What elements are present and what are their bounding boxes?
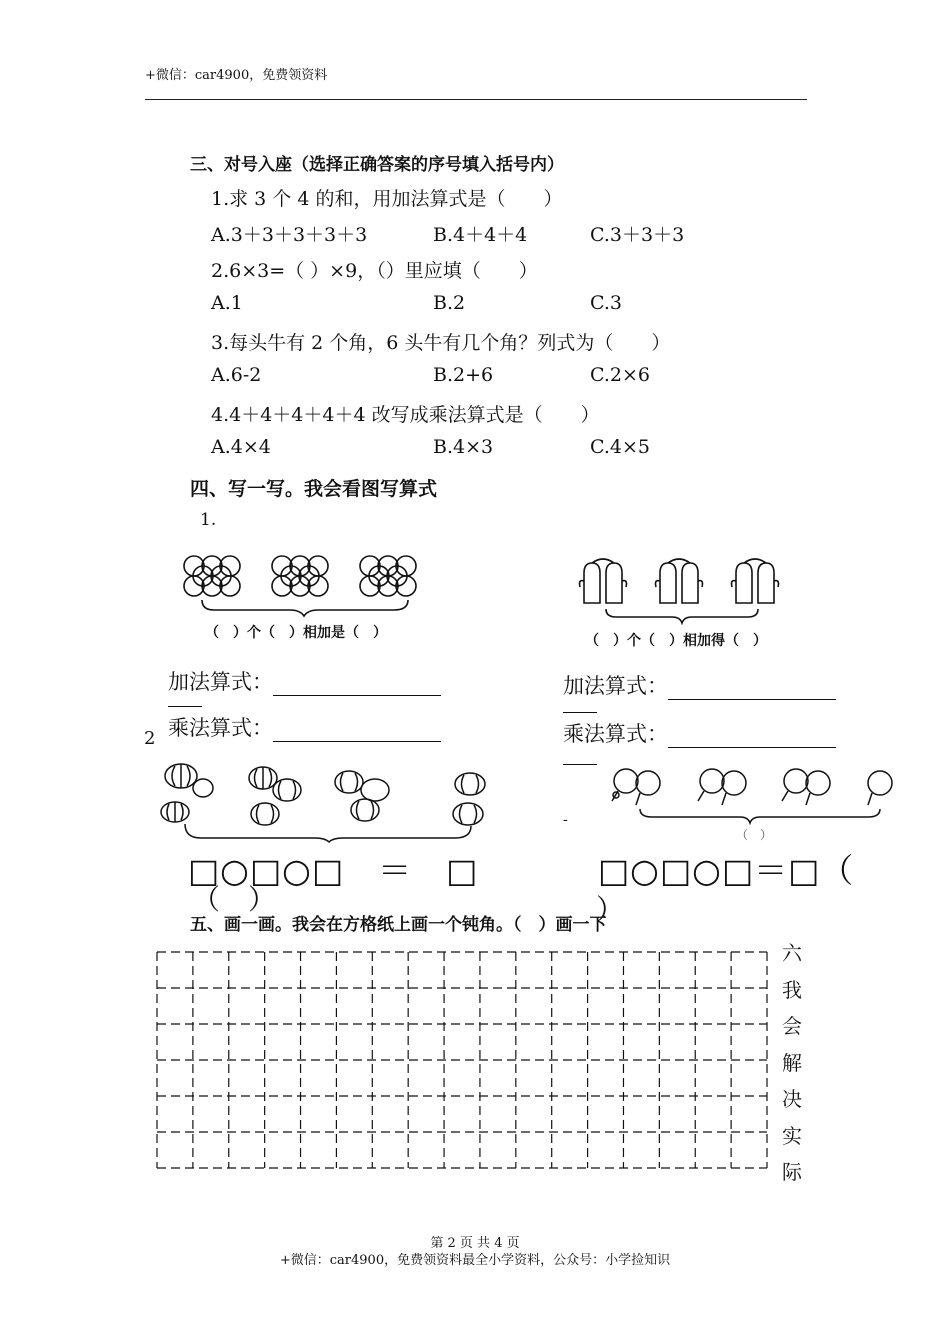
left-add-blank[interactable] xyxy=(273,673,441,696)
pumpkin-group-4 xyxy=(453,773,485,825)
right-add-short-line xyxy=(563,712,597,713)
left-add-formula xyxy=(168,666,441,696)
vertical-char: 会 xyxy=(782,1014,802,1038)
left-add-short-line xyxy=(168,706,202,707)
header-divider xyxy=(145,99,807,100)
stray-dash: - xyxy=(563,812,568,828)
grid-paper[interactable] xyxy=(155,950,771,1170)
left-answer-parens: （ ） xyxy=(192,883,277,916)
mitten-pair-3 xyxy=(732,559,779,603)
paddles-brace xyxy=(640,809,880,823)
apples-brace xyxy=(202,600,408,616)
q1-option-c: C.3＋3＋3 xyxy=(590,224,685,246)
q2-option-c: C.3 xyxy=(590,292,622,314)
paddle-pair-1 xyxy=(612,769,660,805)
mitten-pair-1 xyxy=(580,559,627,603)
pumpkin-group-2 xyxy=(249,767,301,825)
question-4: 4.4＋4＋4＋4＋4 改写成乘法算式是（ ） xyxy=(211,404,600,426)
q4-option-b: B.4×3 xyxy=(433,436,494,458)
footer-text: +微信：car4900，免费领资料最全小学资料，公众号：小学捡知识 xyxy=(279,1253,671,1268)
q1-option-b: B.4＋4＋4 xyxy=(433,224,528,246)
pumpkins-brace xyxy=(185,824,471,842)
vertical-char: 际 xyxy=(782,1160,802,1184)
section6-vertical-title xyxy=(780,935,804,1191)
q2-option-a: A.1 xyxy=(211,292,243,314)
paddles-illustration xyxy=(610,765,900,835)
left-add-label: 加法算式： xyxy=(168,670,273,694)
paddle-pair-3 xyxy=(782,769,830,805)
q2-option-b: B.2 xyxy=(433,292,466,314)
apples-caption: （ ）个（ ）相加是（ ） xyxy=(205,625,387,641)
q1-option-a: A.3＋3＋3＋3＋3 xyxy=(211,224,368,246)
right-mul-formula xyxy=(563,718,836,748)
section3-title: 三、对号入座（选择正确答案的序号填入括号内） xyxy=(190,155,564,175)
question-1: 1.求 3 个 4 的和，用加法算式是（ ） xyxy=(211,188,563,210)
right-mul-label: 乘法算式： xyxy=(563,722,668,746)
right-mul-short-line xyxy=(563,764,597,765)
vertical-char: 决 xyxy=(782,1087,802,1111)
paddle-pair-2 xyxy=(698,769,746,805)
left-mul-blank[interactable] xyxy=(273,719,441,742)
pumpkins-illustration xyxy=(155,758,500,843)
problem-2-number: 2 xyxy=(144,728,156,749)
problem-1-number: 1. xyxy=(200,510,217,530)
question-3: 3.每头牛有 2 个角，6 头牛有几个角？列式为（ ） xyxy=(211,332,671,354)
left-mul-formula xyxy=(168,712,441,742)
pumpkin-group-1 xyxy=(161,764,213,822)
right-mul-blank[interactable] xyxy=(668,725,836,748)
left-shape-formula: □○□○□ ＝ □ xyxy=(188,851,479,890)
header-text: +微信：car4900，免费领资料 xyxy=(145,68,328,83)
q3-option-b: B.2+6 xyxy=(433,364,494,386)
apple-group-2 xyxy=(272,556,328,596)
question-2: 2.6×3=（ ）×9，（）里应填（ ） xyxy=(211,260,538,282)
q3-option-a: A.6-2 xyxy=(211,364,262,386)
section5-title: 五、画一画。我会在方格纸上画一个钝角。（ ）画一下 xyxy=(190,915,607,935)
right-shape-formula: □○□○□＝□（ xyxy=(598,851,855,890)
vertical-char: 解 xyxy=(782,1050,802,1075)
apples-illustration xyxy=(180,550,430,620)
mittens-brace xyxy=(606,609,758,623)
vertical-char: 我 xyxy=(782,977,802,1002)
apple-group-1 xyxy=(184,556,240,596)
paddle-single xyxy=(868,771,892,805)
q4-option-a: A.4×4 xyxy=(211,436,271,458)
pumpkin-group-3 xyxy=(335,771,389,821)
right-add-label: 加法算式： xyxy=(563,674,668,698)
paddles-caption-cut: （ ） xyxy=(736,828,773,842)
right-answer-paren: ） xyxy=(596,893,625,926)
mittens-caption: （ ）个（ ）相加得（ ） xyxy=(585,633,767,649)
mitten-pair-2 xyxy=(656,559,703,603)
page-number: 第 2 页 共 4 页 xyxy=(430,1236,520,1251)
vertical-char: 六 xyxy=(782,941,802,965)
vertical-char: 实 xyxy=(782,1123,802,1148)
right-add-formula xyxy=(563,670,836,700)
q4-option-c: C.4×5 xyxy=(590,436,650,458)
q3-option-c: C.2×6 xyxy=(590,364,650,386)
right-add-blank[interactable] xyxy=(668,677,836,700)
section4-title: 四、写一写。我会看图写算式 xyxy=(190,478,438,500)
apple-group-3 xyxy=(360,556,416,596)
left-mul-label: 乘法算式： xyxy=(168,716,273,740)
mittens-illustration xyxy=(578,555,788,625)
